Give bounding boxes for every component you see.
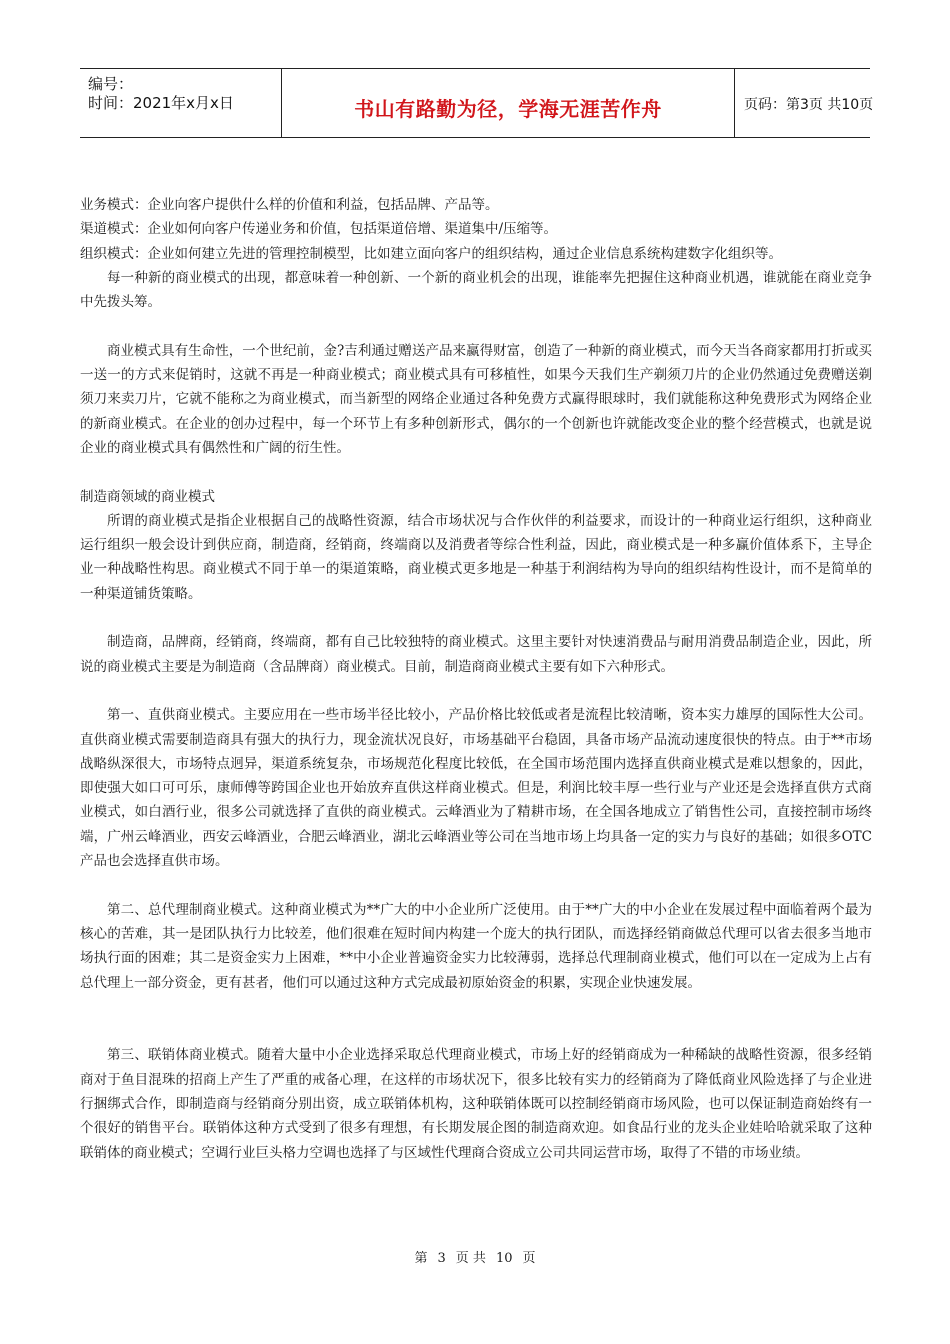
paragraph-organization-mode: 组织模式：企业如何建立先进的管理控制模型，比如建立面向客户的组织结构，通过企业信息系统构建数字化组织等。 [80, 245, 782, 262]
footer-page-number: 3 [437, 1251, 446, 1266]
footer-mid: 页 共 [455, 1251, 486, 1266]
header-right-cell [734, 69, 874, 137]
page-header [80, 68, 874, 138]
paragraph-definition: 所谓的商业模式是指企业根据自己的战略性资源，结合市场状况与合作伙伴的利益要求，而设计的一种商业运行组织，这种商业运行组织一般会设计到供应商，制造商，经销商，终端商以及消费者等综合性利益，因此，商业模式是一种多赢价值体系下，主导企业一种战略性构思。商业模式不同于单一的渠道策略，商业模式更多地是一种基于利润结构为导向的组织结构性设计，而不是简单的一种渠道铺货策略。 [80, 512, 872, 602]
footer-total-pages: 10 [495, 1251, 513, 1266]
paragraph-general-agency-model: 第二、总代理制商业模式。这种商业模式为**广大的中小企业所广泛使用。由于**广大的中小企业在发展过程中面临着两个最为核心的苦难，其一是团队执行力比较差，他们很难在短时间内构建一个庞大的执行团队，而选择经销商做总代理可以省去很多当地市场执行面的困难；其二是资金实力上困难，**中小企业普遍资金实力比较薄弱，选择总代理制商业模式，他们可以在一定成为上占有总代理上一部分资金，更有甚者，他们可以通过这种方式完成最初原始资金的积累，实现企业快速发展。 [80, 901, 872, 991]
header-page-info: 页码：第3页 共10页 [744, 97, 874, 113]
paragraph-model-lifecycle: 商业模式具有生命性，一个世纪前，金?吉利通过赠送产品来赢得财富，创造了一种新的商业模式，而今天当各商家都用打折或买一送一的方式来促销时，这就不再是一种商业模式；商业模式具有可移植性，如果今天我们生产剃须刀片的企业仍然通过免费赠送剃须刀来卖刀片，它就不能称之为商业模式，而当新型的网络企业通过各种免费方式赢得眼球时，我们就能称这种免费形式为网络企业的新商业模式。在企业的创办过程中，每一个环节上有多种创新形式，偶尔的一个创新也许就能改变企业的整个经营模式，也就是说企业的商业模式具有偶然性和广阔的衍生性。 [80, 342, 872, 456]
footer-suffix: 页 [522, 1251, 536, 1266]
paragraph-business-mode: 业务模式：企业向客户提供什么样的价值和利益，包括品牌、产品等。 [80, 197, 499, 213]
paragraph-manufacturers: 制造商，品牌商，经销商，终端商，都有自己比较独特的商业模式。这里主要针对快速消费品与耐用消费品制造企业，因此，所说的商业模式主要是为制造商（含品牌商）商业模式。目前，制造商商业模式主要有如下六种形式。 [80, 634, 872, 675]
document-number-label: 编号： [88, 75, 134, 93]
paragraph-direct-supply-model: 第一、直供商业模式。主要应用在一些市场半径比较小，产品价格比较低或者是流程比较清晰，资本实力雄厚的国际性大公司。直供商业模式需要制造商具有强大的执行力，现金流状况良好，市场基础平台稳固，具备市场产品流动速度很快的特点。由于**市场战略纵深很大，市场特点迥异，渠道系统复杂，市场规范化程度比较低，在全国市场范围内选择直供商业模式是难以想象的，因此，即使强大如口可可乐，康师傅等跨国企业也开始放弃直供这样商业模式。但是，利润比较丰厚一些行业与产业还是会选择直供方式商业模式，如白酒行业，很多公司就选择了直供的商业模式。云峰酒业为了精耕市场，在全国各地成立了销售性公司，直接控制市场终端，广州云峰酒业，西安云峰酒业，合肥云峰酒业，湖北云峰酒业等公司在当地市场上均具备一定的实力与良好的基础；如很多OTC产品也会选择直供市场。 [80, 707, 872, 870]
document-date: 时间：2021年x月x日 [88, 94, 234, 112]
paragraph-new-business-model: 每一种新的商业模式的出现，都意味着一种创新、一个新的商业机会的出现，谁能率先把握住这种商业机遇，谁就能在商业竞争中先拨头筹。 [80, 269, 872, 311]
paragraph-channel-mode: 渠道模式：企业如何向客户传递业务和价值，包括渠道倍增、渠道集中/压缩等。 [80, 221, 558, 238]
page-footer [0, 1247, 950, 1266]
header-motto: 书山有路勤为径，学海无涯苦作舟 [354, 97, 662, 121]
footer-prefix: 第 [414, 1251, 428, 1266]
header-left-cell [80, 69, 280, 137]
section-heading: 制造商领域的商业模式 [80, 488, 215, 505]
document-body [80, 193, 872, 1165]
header-middle-cell [281, 69, 735, 137]
paragraph-joint-venture-model: 第三、联销体商业模式。随着大量中小企业选择采取总代理商业模式，市场上好的经销商成为一种稀缺的战略性资源，很多经销商对于鱼目混珠的招商上产生了严重的戒备心理，在这样的市场状况下，很多比较有实力的经销商为了降低商业风险选择了与企业进行捆绑式合作，即制造商与经销商分别出资，成立联销体机构，这种联销体既可以控制经销商市场风险，也可以保证制造商始终有一个很好的销售平台。联销体这种方式受到了很多有理想，有长期发展企图的制造商欢迎。如食品行业的龙头企业娃哈哈就采取了这种联销体的商业模式；空调行业巨头格力空调也选择了与区域性代理商合资成立公司共同运营市场，取得了不错的市场业绩。 [80, 1047, 872, 1161]
